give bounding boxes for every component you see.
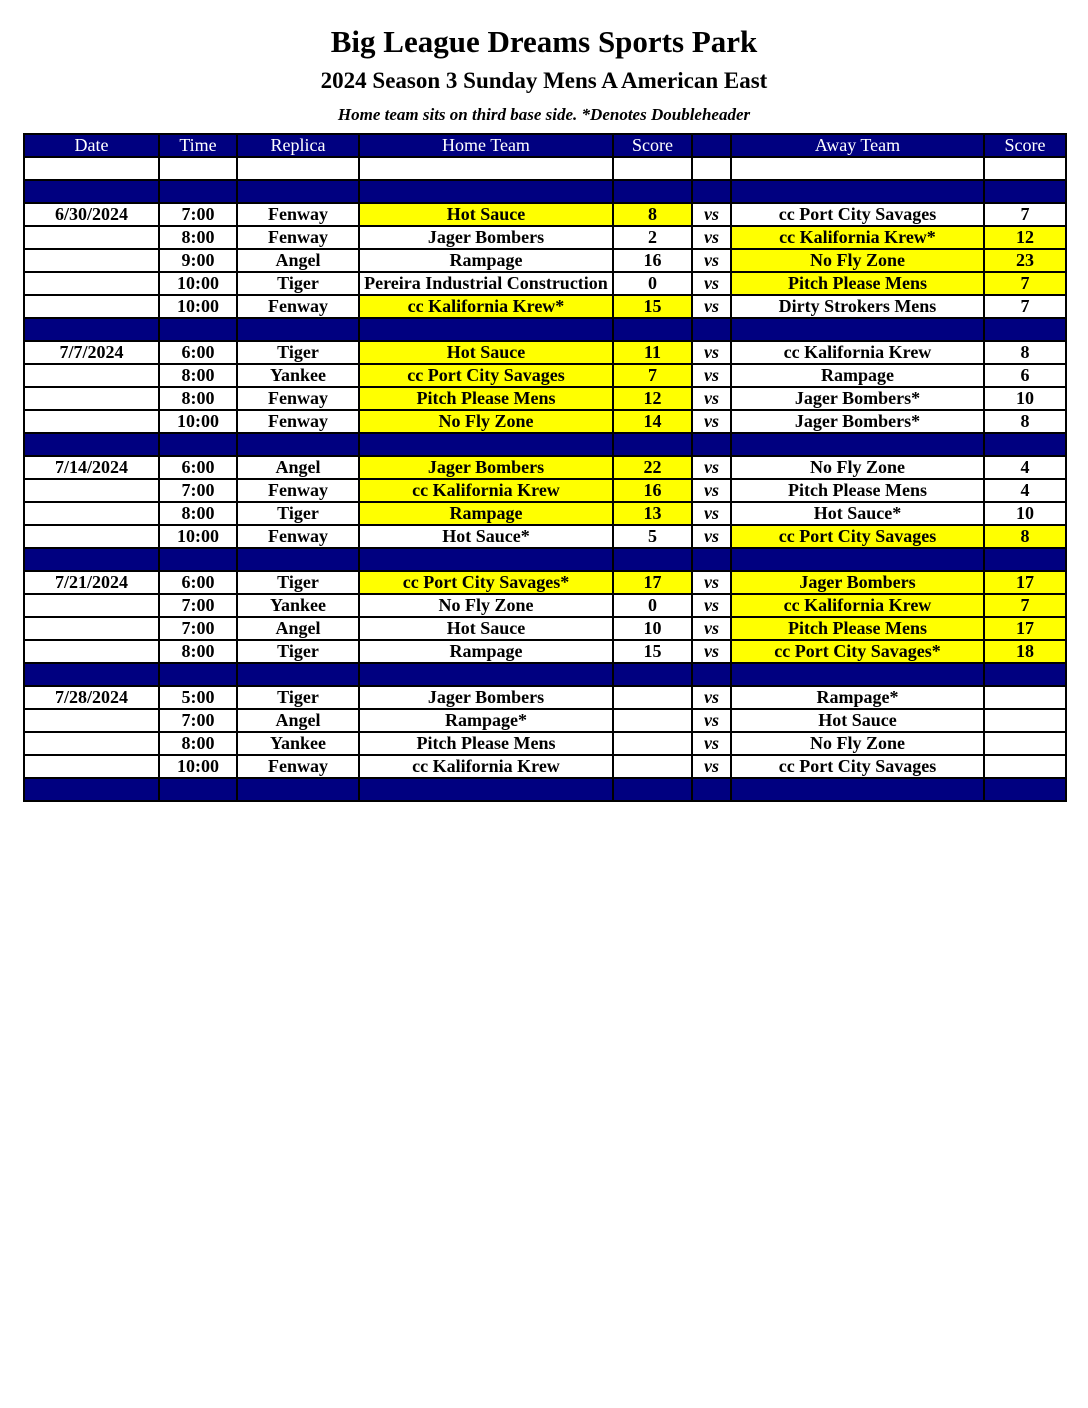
home-score: 15: [613, 640, 692, 663]
separator-band-cell: [984, 433, 1066, 456]
separator-band-cell: [359, 663, 613, 686]
separator-band-cell: [359, 180, 613, 203]
separator-band: [24, 180, 1066, 203]
separator-band-cell: [692, 180, 731, 203]
vs-label: vs: [692, 249, 731, 272]
game-field: Fenway: [237, 295, 359, 318]
away-team: cc Port City Savages: [731, 203, 984, 226]
home-team: Pitch Please Mens: [359, 732, 613, 755]
vs-label: vs: [692, 364, 731, 387]
separator-band-cell: [24, 663, 159, 686]
separator-band-cell: [359, 778, 613, 801]
game-row: [24, 364, 1066, 387]
game-time: 8:00: [159, 640, 237, 663]
home-score: 0: [613, 594, 692, 617]
game-field: Fenway: [237, 226, 359, 249]
game-row: [24, 295, 1066, 318]
home-team: Rampage*: [359, 709, 613, 732]
game-time: 10:00: [159, 525, 237, 548]
separator-band-cell: [237, 548, 359, 571]
separator-band-cell: [359, 318, 613, 341]
away-team: Jager Bombers*: [731, 387, 984, 410]
home-team: cc Kalifornia Krew: [359, 479, 613, 502]
home-team: cc Kalifornia Krew*: [359, 295, 613, 318]
home-score: 14: [613, 410, 692, 433]
game-row: [24, 571, 1066, 594]
separator-band-cell: [237, 433, 359, 456]
away-score: [984, 755, 1066, 778]
game-field: Tiger: [237, 341, 359, 364]
separator-band-cell: [692, 778, 731, 801]
separator-band-cell: [984, 663, 1066, 686]
game-time: 8:00: [159, 364, 237, 387]
game-row: [24, 479, 1066, 502]
away-score: 8: [984, 410, 1066, 433]
col-header-away-score: Score: [984, 134, 1066, 157]
away-team: Hot Sauce: [731, 709, 984, 732]
away-score: 17: [984, 617, 1066, 640]
game-time: 8:00: [159, 732, 237, 755]
game-field: Tiger: [237, 272, 359, 295]
home-team: Hot Sauce: [359, 341, 613, 364]
vs-label: vs: [692, 272, 731, 295]
game-time: 7:00: [159, 203, 237, 226]
game-row: [24, 755, 1066, 778]
game-time: 8:00: [159, 226, 237, 249]
separator-band-cell: [24, 548, 159, 571]
vs-label: vs: [692, 502, 731, 525]
separator-band-cell: [24, 433, 159, 456]
vs-label: vs: [692, 709, 731, 732]
game-row: [24, 732, 1066, 755]
separator-band-cell: [24, 180, 159, 203]
separator-band-cell: [692, 548, 731, 571]
home-team: Hot Sauce: [359, 203, 613, 226]
home-score: [613, 732, 692, 755]
blank-row-cell: [692, 157, 731, 180]
game-field: Tiger: [237, 686, 359, 709]
separator-band-cell: [731, 548, 984, 571]
home-score: 15: [613, 295, 692, 318]
home-score: 16: [613, 479, 692, 502]
home-score: 11: [613, 341, 692, 364]
page-subtitle: 2024 Season 3 Sunday Mens A American East: [320, 68, 768, 93]
vs-label: vs: [692, 755, 731, 778]
vs-label: vs: [692, 525, 731, 548]
home-team: cc Port City Savages*: [359, 571, 613, 594]
game-time: 7:00: [159, 594, 237, 617]
away-team: cc Kalifornia Krew: [731, 341, 984, 364]
away-score: 4: [984, 479, 1066, 502]
away-score: 8: [984, 341, 1066, 364]
separator-band-cell: [613, 318, 692, 341]
game-time: 7:00: [159, 617, 237, 640]
separator-band: [24, 318, 1066, 341]
game-field: Fenway: [237, 479, 359, 502]
home-team: Hot Sauce*: [359, 525, 613, 548]
home-team: Pitch Please Mens: [359, 387, 613, 410]
away-team: cc Port City Savages*: [731, 640, 984, 663]
game-field: Angel: [237, 249, 359, 272]
game-row: [24, 249, 1066, 272]
vs-label: vs: [692, 456, 731, 479]
separator-band-cell: [159, 433, 237, 456]
away-score: 7: [984, 272, 1066, 295]
home-score: 22: [613, 456, 692, 479]
game-field: Tiger: [237, 502, 359, 525]
col-header-time: Time: [159, 134, 237, 157]
blank-row-cell: [613, 157, 692, 180]
home-score: 0: [613, 272, 692, 295]
game-time: 7:00: [159, 709, 237, 732]
home-team: No Fly Zone: [359, 410, 613, 433]
game-row: [24, 410, 1066, 433]
game-field: Yankee: [237, 732, 359, 755]
col-header-away-team: Away Team: [731, 134, 984, 157]
game-row: [24, 525, 1066, 548]
away-score: 10: [984, 502, 1066, 525]
away-score: 10: [984, 387, 1066, 410]
game-field: Fenway: [237, 755, 359, 778]
separator-band-cell: [731, 318, 984, 341]
home-score: 2: [613, 226, 692, 249]
vs-label: vs: [692, 479, 731, 502]
separator-band-cell: [159, 180, 237, 203]
blank-row-cell: [731, 157, 984, 180]
away-team: cc Kalifornia Krew: [731, 594, 984, 617]
game-time: 6:00: [159, 456, 237, 479]
game-date-empty: [24, 594, 159, 617]
away-team: Jager Bombers*: [731, 410, 984, 433]
vs-label: vs: [692, 686, 731, 709]
home-team: Jager Bombers: [359, 226, 613, 249]
away-team: Pitch Please Mens: [731, 479, 984, 502]
game-field: Fenway: [237, 525, 359, 548]
game-time: 6:00: [159, 571, 237, 594]
blank-row-cell: [159, 157, 237, 180]
game-row: [24, 502, 1066, 525]
game-field: Angel: [237, 617, 359, 640]
separator-band-cell: [359, 548, 613, 571]
away-team: cc Port City Savages: [731, 755, 984, 778]
game-date-empty: [24, 295, 159, 318]
blank-row-cell: [359, 157, 613, 180]
separator-band: [24, 663, 1066, 686]
page-note: Home team sits on third base side. *Denotes Doubleheader: [337, 105, 751, 124]
home-score: 5: [613, 525, 692, 548]
game-time: 10:00: [159, 410, 237, 433]
away-score: [984, 686, 1066, 709]
separator-band-cell: [159, 778, 237, 801]
away-team: Jager Bombers: [731, 571, 984, 594]
away-score: 6: [984, 364, 1066, 387]
home-team: Rampage: [359, 640, 613, 663]
game-time: 6:00: [159, 341, 237, 364]
home-team: Rampage: [359, 502, 613, 525]
game-row: [24, 387, 1066, 410]
away-team: cc Kalifornia Krew*: [731, 226, 984, 249]
separator-band-cell: [613, 433, 692, 456]
game-field: Tiger: [237, 571, 359, 594]
game-time: 8:00: [159, 387, 237, 410]
away-score: 7: [984, 295, 1066, 318]
vs-label: vs: [692, 640, 731, 663]
away-team: Dirty Strokers Mens: [731, 295, 984, 318]
home-score: 16: [613, 249, 692, 272]
away-score: 23: [984, 249, 1066, 272]
separator-band-cell: [731, 180, 984, 203]
col-header-date: Date: [24, 134, 159, 157]
game-time: 5:00: [159, 686, 237, 709]
away-score: 17: [984, 571, 1066, 594]
game-row: [24, 456, 1066, 479]
game-time: 10:00: [159, 755, 237, 778]
separator-band-cell: [984, 548, 1066, 571]
game-row: [24, 203, 1066, 226]
separator-band-cell: [984, 318, 1066, 341]
game-date-empty: [24, 249, 159, 272]
home-score: 10: [613, 617, 692, 640]
col-header-home-score: Score: [613, 134, 692, 157]
separator-band-cell: [237, 180, 359, 203]
game-date-empty: [24, 709, 159, 732]
away-team: Rampage: [731, 364, 984, 387]
game-date-empty: [24, 387, 159, 410]
header-row: [24, 134, 1066, 157]
separator-band-cell: [692, 663, 731, 686]
home-score: 8: [613, 203, 692, 226]
separator-band: [24, 778, 1066, 801]
home-team: cc Kalifornia Krew: [359, 755, 613, 778]
separator-band-cell: [984, 778, 1066, 801]
home-team: Hot Sauce: [359, 617, 613, 640]
home-score: [613, 709, 692, 732]
game-date-empty: [24, 732, 159, 755]
game-field: Angel: [237, 709, 359, 732]
blank-row-cell: [24, 157, 159, 180]
game-date-empty: [24, 640, 159, 663]
game-date: 7/28/2024: [24, 686, 159, 709]
separator-band-cell: [24, 318, 159, 341]
game-time: 8:00: [159, 502, 237, 525]
separator-band-cell: [984, 180, 1066, 203]
separator-band-cell: [613, 778, 692, 801]
away-team: Hot Sauce*: [731, 502, 984, 525]
game-row: [24, 594, 1066, 617]
away-score: 18: [984, 640, 1066, 663]
home-team: Pereira Industrial Construction: [359, 272, 613, 295]
home-team: cc Port City Savages: [359, 364, 613, 387]
separator-band-cell: [613, 548, 692, 571]
game-field: Yankee: [237, 594, 359, 617]
game-row: [24, 640, 1066, 663]
game-date: 7/7/2024: [24, 341, 159, 364]
vs-label: vs: [692, 594, 731, 617]
col-header-home-team: Home Team: [359, 134, 613, 157]
separator-band-cell: [731, 433, 984, 456]
vs-label: vs: [692, 410, 731, 433]
separator-band-cell: [692, 318, 731, 341]
away-team: Pitch Please Mens: [731, 272, 984, 295]
away-score: 7: [984, 594, 1066, 617]
separator-band-cell: [24, 778, 159, 801]
away-team: cc Port City Savages: [731, 525, 984, 548]
blank-row-cell: [237, 157, 359, 180]
away-score: [984, 709, 1066, 732]
page-title: Big League Dreams Sports Park: [330, 24, 758, 59]
game-row: [24, 341, 1066, 364]
away-score: 8: [984, 525, 1066, 548]
schedule-body: [24, 157, 1066, 801]
home-team: Jager Bombers: [359, 686, 613, 709]
away-score: 4: [984, 456, 1066, 479]
away-score: 12: [984, 226, 1066, 249]
separator-band-cell: [731, 778, 984, 801]
game-row: [24, 226, 1066, 249]
game-field: Angel: [237, 456, 359, 479]
game-date: 7/14/2024: [24, 456, 159, 479]
game-row: [24, 272, 1066, 295]
home-team: No Fly Zone: [359, 594, 613, 617]
schedule-table: [23, 133, 1067, 802]
col-header-replica: Replica: [237, 134, 359, 157]
vs-label: vs: [692, 295, 731, 318]
home-score: 7: [613, 364, 692, 387]
game-date: 6/30/2024: [24, 203, 159, 226]
home-score: [613, 686, 692, 709]
game-field: Yankee: [237, 364, 359, 387]
home-team: Jager Bombers: [359, 456, 613, 479]
game-field: Fenway: [237, 203, 359, 226]
game-time: 7:00: [159, 479, 237, 502]
vs-label: vs: [692, 341, 731, 364]
game-time: 10:00: [159, 295, 237, 318]
vs-label: vs: [692, 387, 731, 410]
vs-label: vs: [692, 617, 731, 640]
home-team: Rampage: [359, 249, 613, 272]
vs-label: vs: [692, 226, 731, 249]
game-time: 9:00: [159, 249, 237, 272]
away-team: No Fly Zone: [731, 249, 984, 272]
game-date-empty: [24, 272, 159, 295]
away-team: No Fly Zone: [731, 732, 984, 755]
separator-band: [24, 433, 1066, 456]
game-field: Tiger: [237, 640, 359, 663]
home-score: 13: [613, 502, 692, 525]
game-row: [24, 617, 1066, 640]
game-date-empty: [24, 755, 159, 778]
game-date-empty: [24, 479, 159, 502]
separator-band-cell: [159, 663, 237, 686]
separator-band-cell: [359, 433, 613, 456]
game-field: Fenway: [237, 410, 359, 433]
game-row: [24, 709, 1066, 732]
blank-row: [24, 157, 1066, 180]
game-date-empty: [24, 502, 159, 525]
game-date-empty: [24, 410, 159, 433]
game-field: Fenway: [237, 387, 359, 410]
home-score: [613, 755, 692, 778]
separator-band-cell: [237, 318, 359, 341]
away-score: [984, 732, 1066, 755]
separator-band-cell: [159, 318, 237, 341]
separator-band-cell: [692, 433, 731, 456]
game-date-empty: [24, 525, 159, 548]
separator-band-cell: [731, 663, 984, 686]
separator-band-cell: [613, 180, 692, 203]
vs-label: vs: [692, 203, 731, 226]
col-header-vs: [692, 134, 731, 157]
game-date: 7/21/2024: [24, 571, 159, 594]
away-team: Rampage*: [731, 686, 984, 709]
game-date-empty: [24, 617, 159, 640]
game-date-empty: [24, 364, 159, 387]
away-team: Pitch Please Mens: [731, 617, 984, 640]
separator-band-cell: [237, 663, 359, 686]
game-date-empty: [24, 226, 159, 249]
home-score: 12: [613, 387, 692, 410]
separator-band-cell: [159, 548, 237, 571]
vs-label: vs: [692, 732, 731, 755]
away-team: No Fly Zone: [731, 456, 984, 479]
separator-band: [24, 548, 1066, 571]
vs-label: vs: [692, 571, 731, 594]
game-time: 10:00: [159, 272, 237, 295]
away-score: 7: [984, 203, 1066, 226]
separator-band-cell: [613, 663, 692, 686]
blank-row-cell: [984, 157, 1066, 180]
game-row: [24, 686, 1066, 709]
separator-band-cell: [237, 778, 359, 801]
home-score: 17: [613, 571, 692, 594]
